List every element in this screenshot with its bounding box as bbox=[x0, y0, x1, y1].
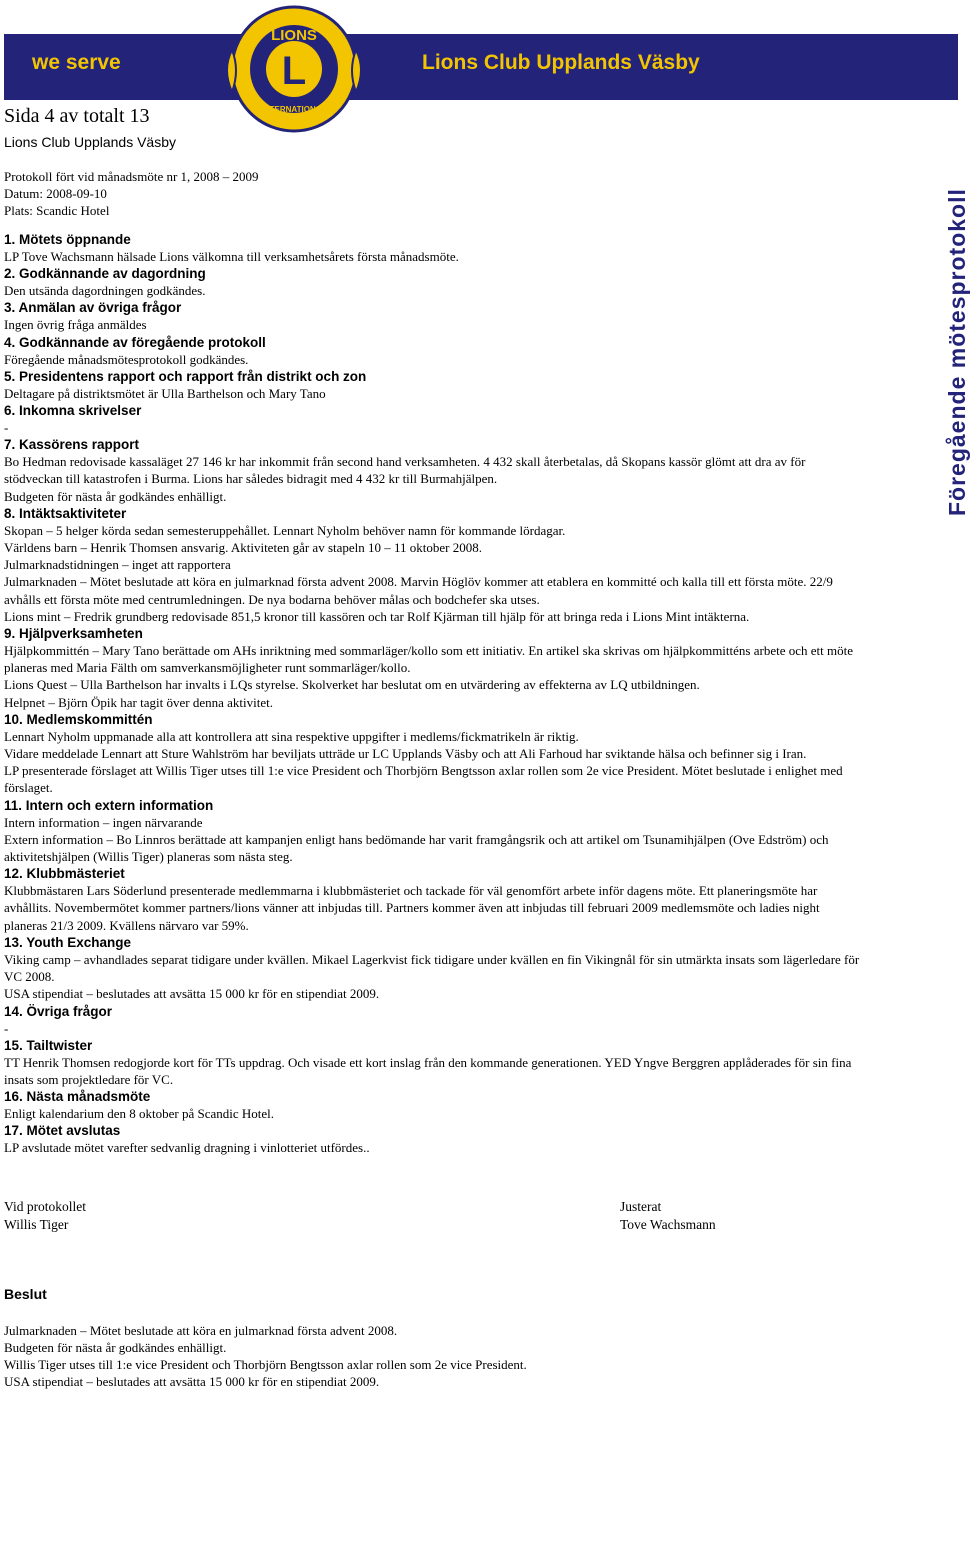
minutes-section bbox=[4, 505, 866, 625]
minutes-sections bbox=[4, 231, 866, 1157]
meta-line: Protokoll fört vid månadsmöte nr 1, 2008 – 2009 bbox=[4, 169, 259, 184]
section-title: 2. Godkännande av dagordning bbox=[4, 266, 206, 282]
vertical-section-label: Föregående mötesprotokoll bbox=[944, 188, 970, 516]
logo-letter: L bbox=[281, 49, 307, 93]
section-text: Helpnet – Björn Öpik har tagit över denna aktivitet. bbox=[4, 694, 273, 710]
section-title: 11. Intern och extern information bbox=[4, 797, 214, 813]
section-text: LP Tove Wachsmann hälsade Lions välkomna till verksamhetsårets första månadsmöte. bbox=[4, 249, 459, 264]
section-title: 10. Medlemskommittén bbox=[4, 711, 153, 727]
section-text: Vidare meddelade Lennart att Sture Wahlström har beviljats utträde ur LC Upplands Väsby och att Ali Farhoud har sviktande hälsa och befinner sig i Iran. bbox=[4, 746, 807, 762]
minutes-section bbox=[4, 334, 866, 368]
minutes-section bbox=[4, 934, 866, 1003]
decision-line: Julmarknaden – Mötet beslutade att köra en julmarknad första advent 2008. bbox=[4, 1323, 398, 1338]
minutes-section bbox=[4, 231, 866, 265]
section-title: 13. Youth Exchange bbox=[4, 934, 132, 950]
section-text: Viking camp – avhandlades separat tidigare under kvällen. Mikael Lagerkvist fick tidigare under kvällen en fin Vikingnål för sin utmärkta insats som lägerledare för VC 2008. bbox=[4, 951, 860, 985]
section-text: Skopan – 5 helger körda sedan semesteruppehållet. Lennart Nyholm behöver namn för kommande lördagar. bbox=[4, 522, 566, 538]
section-text: LP avslutade mötet varefter sedvanlig dragning i vinlotteriet utfördes.. bbox=[4, 1140, 370, 1156]
section-text: Den utsända dagordningen godkändes. bbox=[4, 283, 206, 299]
minutes-section bbox=[4, 436, 866, 505]
section-text: Deltagare på distriktsmötet är Ulla Barthelson och Mary Tano bbox=[4, 385, 326, 401]
club-name: Lions Club Upplands Väsby bbox=[4, 134, 176, 150]
section-text: - bbox=[4, 1020, 9, 1036]
section-text: TT Henrik Thomsen redogjorde kort för TTs uppdrag. Och visade ett kort inslag från den kommande generationen. YED Yngve Berggren applåderades för sin fina insats som projektledare för VC. bbox=[4, 1054, 852, 1087]
section-title: 15. Tailtwister bbox=[4, 1037, 93, 1053]
meta-line: Plats: Scandic Hotel bbox=[4, 203, 110, 218]
page-number: Sida 4 av totalt 13 bbox=[4, 105, 150, 127]
section-title: 9. Hjälpverksamheten bbox=[4, 626, 143, 642]
section-title: 5. Presidentens rapport och rapport från distrikt och zon bbox=[4, 368, 367, 384]
section-title: 8. Intäktsaktiviteter bbox=[4, 505, 127, 521]
section-text: Extern information – Bo Linnros berättade att kampanjen enligt hans bedömande har varit framgångsrik och att artikel om Tsunamihjälpen (Ove Edström) och aktivitetshjälpen (Willis Tiger) planeras som nästa steg. bbox=[4, 831, 829, 865]
section-title: 6. Inkomna skrivelser bbox=[4, 403, 142, 419]
signature-right bbox=[620, 1198, 716, 1234]
section-text: Lions mint – Fredrik grundberg redovisade 851,5 kronor till kassören och tar Rolf Kjärman till hjälp för att bringa reda i Lions Mint intäkterna. bbox=[4, 608, 750, 624]
section-title: 14. Övriga frågor bbox=[4, 1003, 113, 1019]
minutes-section bbox=[4, 402, 866, 436]
section-text: Enligt kalendarium den 8 oktober på Scandic Hotel. bbox=[4, 1106, 275, 1122]
minutes-section bbox=[4, 865, 866, 934]
section-title: 16. Nästa månadsmöte bbox=[4, 1089, 151, 1105]
section-text: LP presenterade förslaget att Willis Tiger utses till 1:e vice President och Thorbjörn Bengtsson axlar rollen som 2e vice President. Mötet beslutade i enlighet med förslaget. bbox=[4, 763, 843, 796]
minutes-section bbox=[4, 797, 866, 866]
signature-right-label: Justerat bbox=[620, 1199, 662, 1214]
logo-text-bottom: INTERNATIONAL bbox=[261, 105, 327, 114]
section-text: Intern information – ingen närvarande bbox=[4, 814, 203, 830]
section-title: 1. Mötets öppnande bbox=[4, 232, 131, 247]
decision-line: Willis Tiger utses till 1:e vice President och Thorbjörn Bengtsson axlar rollen som 2e vice President. bbox=[4, 1357, 527, 1372]
section-text: Bo Hedman redovisade kassaläget 27 146 kr har inkommit från second hand verksamheten. 4 432 skall återbetalas, då Skopans kassör glömt att dra av för stödveckan till katastrofen i Burma. Lions har således bidragit med 4 432 kr till Burmahjälpen. bbox=[4, 454, 806, 487]
section-title: 12. Klubbmästeriet bbox=[4, 866, 125, 882]
section-text: Lions Quest – Ulla Barthelson har invalts i LQs styrelse. Skolverket har beslutat om en utvärdering av effekterna av LQ utbildningen. bbox=[4, 677, 700, 693]
minutes-section bbox=[4, 1122, 866, 1156]
signature-left-name: Willis Tiger bbox=[4, 1217, 69, 1232]
decision-line: USA stipendiat – beslutades att avsätta 15 000 kr för en stipendiat 2009. bbox=[4, 1374, 380, 1389]
section-title: 3. Anmälan av övriga frågor bbox=[4, 300, 182, 316]
section-title: 4. Godkännande av föregående protokoll bbox=[4, 334, 266, 350]
section-text: Julmarknadstidningen – inget att rapportera bbox=[4, 557, 231, 573]
section-text: Lennart Nyholm uppmanade alla att kontrollera att sina respektive uppgifter i medlems/fickmatrikeln är riktig. bbox=[4, 728, 579, 744]
section-text: - bbox=[4, 420, 9, 436]
motto-text: we serve bbox=[32, 51, 121, 74]
decision-title: Beslut bbox=[4, 1286, 47, 1302]
decision-line: Budgeten för nästa år godkändes enhälligt. bbox=[4, 1340, 227, 1355]
signature-right-name: Tove Wachsmann bbox=[620, 1217, 716, 1232]
section-text: USA stipendiat – beslutades att avsätta 15 000 kr för en stipendiat 2009. bbox=[4, 986, 380, 1002]
meeting-meta bbox=[4, 168, 866, 219]
section-text: Julmarknaden – Mötet beslutade att köra en julmarknad första advent 2008. Marvin Höglöv kommer att etablera en kommitté och kalla till ett första möte. 22/9 avhålls ett första möte med centrumledningen. De nya bodarna behöver målas och bodchefer ska utses. bbox=[4, 574, 833, 607]
section-text: Hjälpkommittén – Mary Tano berättade om AHs inriktning med sommarläger/kollo som ett initiativ. En artikel ska skrivas om hjälpkommitténs arbete och ett möte planeras med Maria Fälth om samverkansmöjligheter runt sommarläger/kollo. bbox=[4, 643, 853, 676]
signature-left bbox=[4, 1198, 86, 1234]
signature-left-label: Vid protokollet bbox=[4, 1199, 87, 1214]
header-banner bbox=[4, 34, 958, 100]
document-body bbox=[4, 104, 866, 1157]
minutes-section bbox=[4, 1003, 866, 1037]
minutes-section bbox=[4, 625, 866, 711]
section-title: 17. Mötet avslutas bbox=[4, 1123, 121, 1139]
minutes-section bbox=[4, 368, 866, 402]
minutes-section bbox=[4, 265, 866, 299]
minutes-section bbox=[4, 1088, 866, 1122]
minutes-section bbox=[4, 299, 866, 333]
minutes-section bbox=[4, 1037, 866, 1088]
lion-head-right-icon bbox=[352, 50, 361, 92]
section-text: Budgeten för nästa år godkändes enhälligt. bbox=[4, 488, 227, 504]
lion-head-left-icon bbox=[227, 50, 236, 92]
section-text: Världens barn – Henrik Thomsen ansvarig. Aktiviteten går av stapeln 10 – 11 oktober 2008. bbox=[4, 540, 483, 556]
logo-text-top: LIONS bbox=[271, 27, 317, 44]
meta-line: Datum: 2008-09-10 bbox=[4, 186, 107, 201]
section-text: Klubbmästaren Lars Söderlund presenterade medlemmarna i klubbmästeriet och tackade för väl genomfört arbete inför dagens möte. Ett planeringsmöte har avhållits. Novembermötet kommer partners/lions vänner att inbjudas till. Partners kommer även att inbjudas till februari 2009 medlemsmöte och ladies night planeras 21/3 2009. Kvällens närvaro var 59%. bbox=[4, 883, 820, 933]
section-title: 7. Kassörens rapport bbox=[4, 437, 140, 453]
section-text: Föregående månadsmötesprotokoll godkändes. bbox=[4, 351, 249, 367]
club-title: Lions Club Upplands Väsby bbox=[422, 51, 700, 74]
section-text: Ingen övrig fråga anmäldes bbox=[4, 317, 147, 333]
minutes-section bbox=[4, 711, 866, 797]
decision-section bbox=[4, 1286, 866, 1390]
